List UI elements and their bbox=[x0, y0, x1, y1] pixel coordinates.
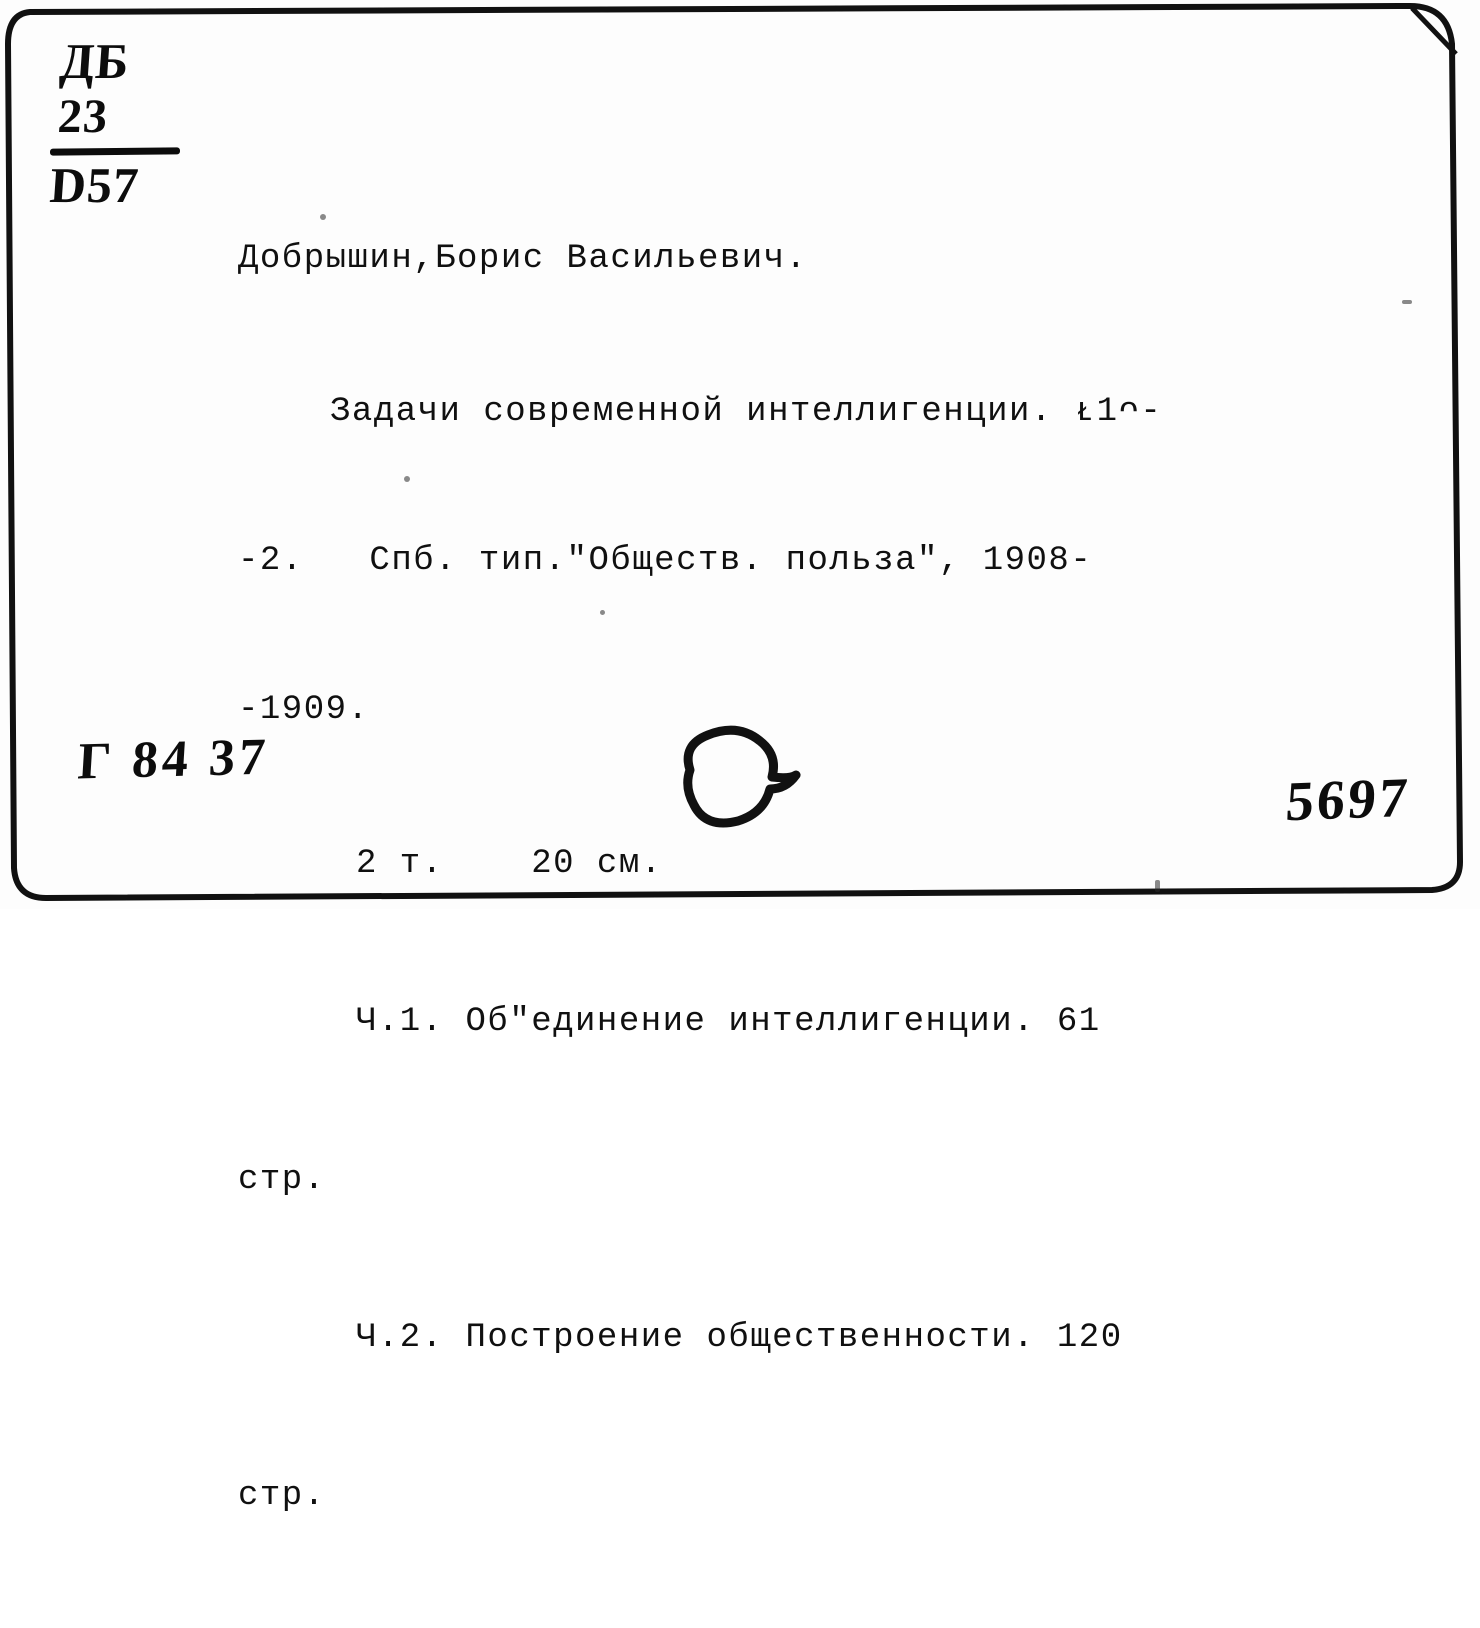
catalog-entry-text bbox=[238, 128, 1438, 1628]
call-number-line-2: 23 bbox=[56, 89, 110, 143]
call-number-line-1: ДБ bbox=[58, 33, 132, 89]
entry-line-part2: Ч.2. Построение общественности. 120 bbox=[356, 1319, 1123, 1358]
scan-speck bbox=[320, 214, 326, 220]
entry-line-part1-pages: стр. bbox=[238, 1161, 326, 1200]
entry-line-title: Задачи современной интеллигенции. ᴌ1ᴖ- bbox=[330, 393, 1163, 432]
scan-speck bbox=[1402, 300, 1412, 304]
scan-speck bbox=[600, 610, 605, 615]
call-number-divider bbox=[50, 147, 180, 155]
entry-line-author: Добрышин,Борис Васильевич. bbox=[238, 240, 808, 279]
entry-line-extent: 2 т. 20 см. bbox=[356, 845, 663, 884]
handwritten-mark-left: Г 84 37 bbox=[76, 728, 271, 791]
call-number-line-3: D57 bbox=[48, 156, 142, 213]
scan-speck bbox=[404, 476, 410, 482]
handwritten-mark-right: 5697 bbox=[1283, 766, 1413, 834]
scan-speck bbox=[1155, 880, 1160, 892]
entry-line-imprint: -2. Спб. тип."Обществ. польза", 1908- bbox=[238, 542, 1093, 581]
ink-blot-icon bbox=[660, 715, 820, 840]
entry-line-part1: Ч.1. Об"единение интеллигенции. 61 bbox=[356, 1003, 1101, 1042]
entry-line-part2-pages: стр. bbox=[238, 1477, 326, 1516]
entry-line-year-end: -1909. bbox=[238, 691, 370, 730]
